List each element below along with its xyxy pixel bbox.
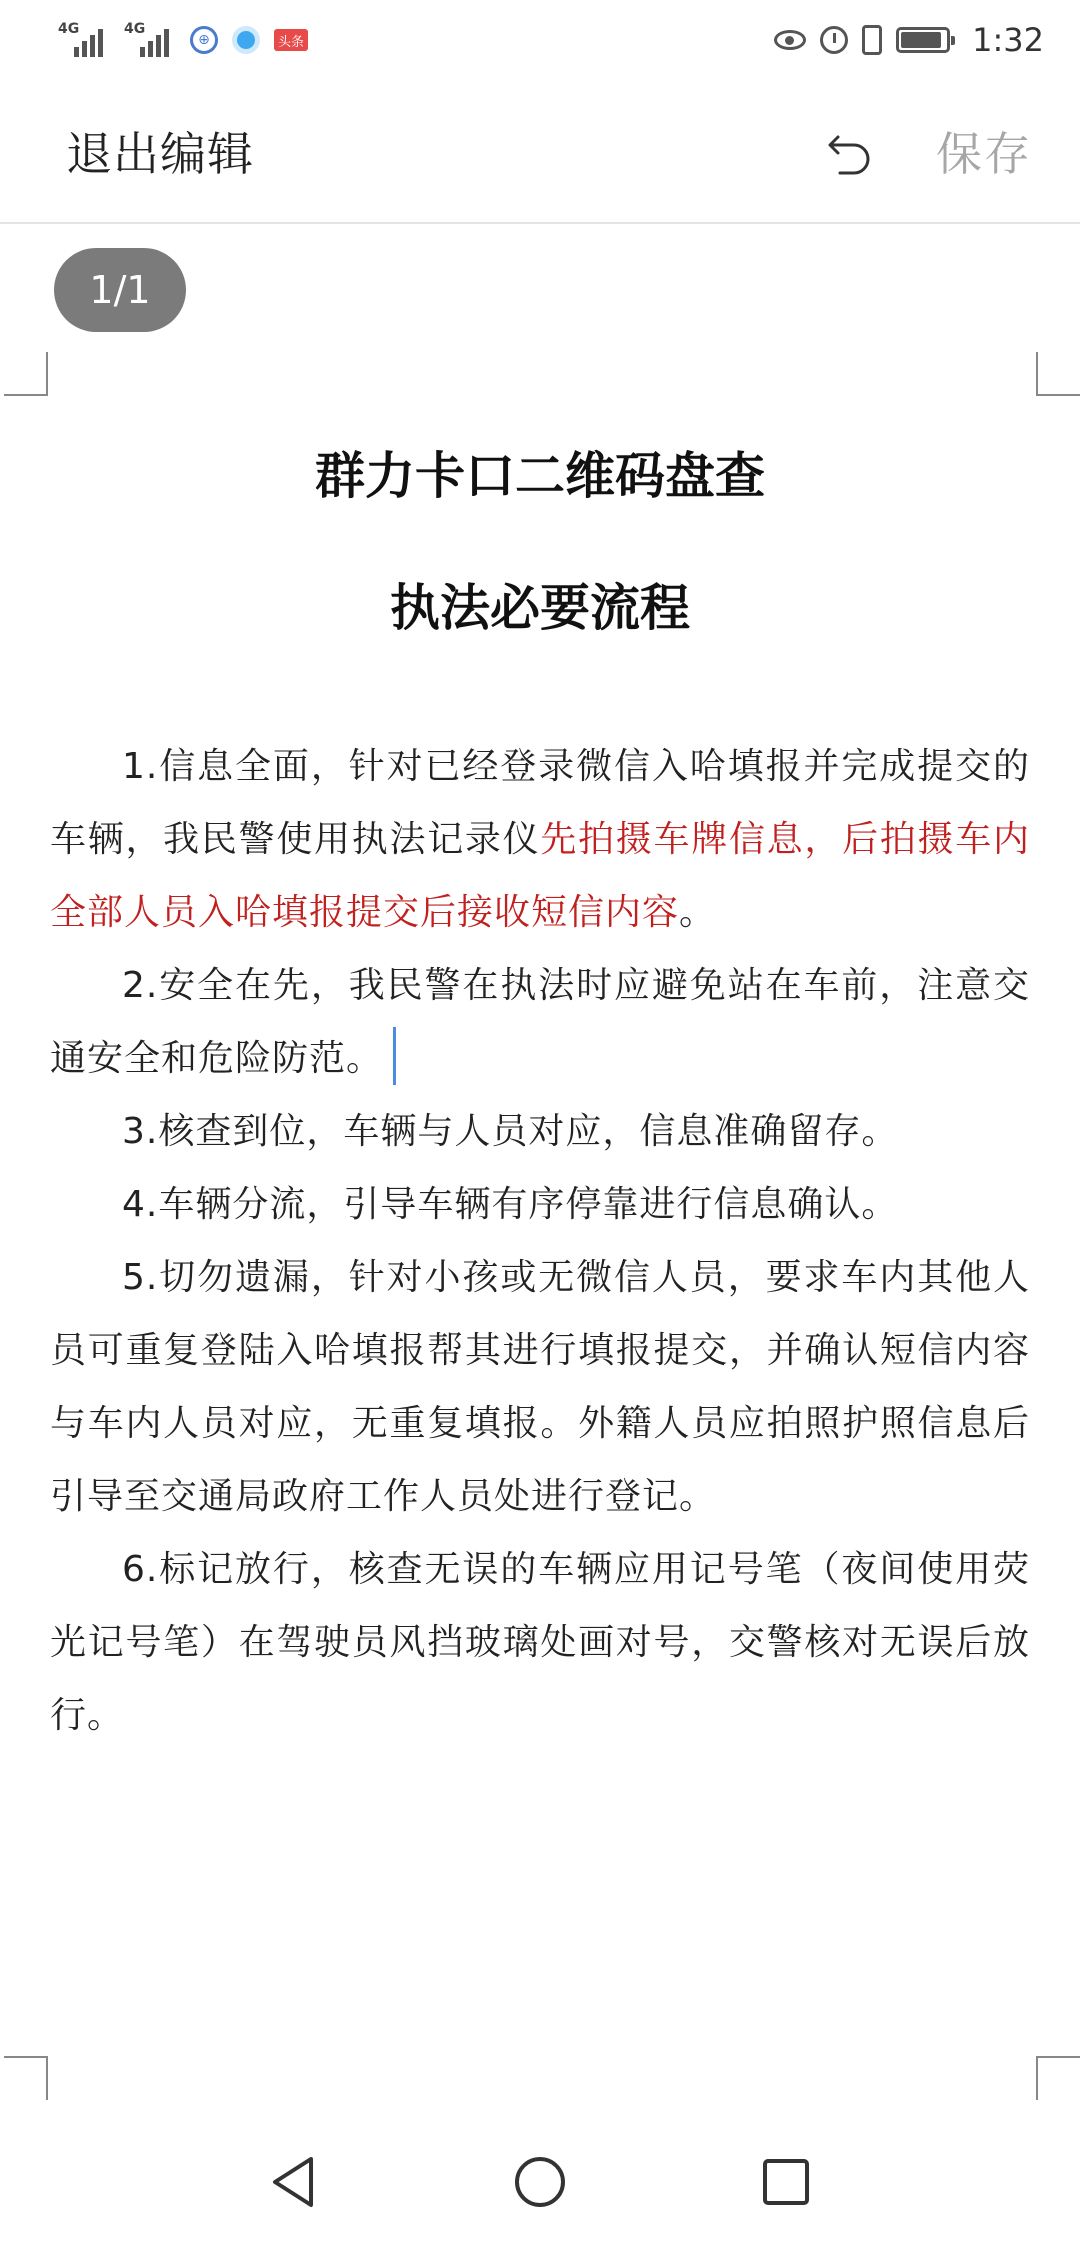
paragraph-3[interactable]: 3.核查到位，车辆与人员对应，信息准确留存。: [122, 1111, 899, 1152]
document-title-line1: 群力卡口二维码盘查: [315, 447, 765, 505]
exit-edit-button[interactable]: 退出编辑: [66, 127, 254, 181]
document-content[interactable]: [50, 730, 1030, 1752]
paragraph-5[interactable]: 5.切勿遗漏，针对小孩或无微信人员，要求车内其他人员可重复登陆入哈填报帮其进行填报提交，并确认短信内容与车内人员对应，无重复填报。外籍人员应拍照护照信息后引导至交通局政府工作人员处进行登记。: [50, 1257, 1030, 1517]
signal-2-icon: [124, 23, 176, 57]
back-triangle-icon: [269, 2155, 319, 2209]
status-right: [774, 21, 1044, 59]
alarm-icon: [820, 26, 848, 54]
battery-fill: [901, 32, 941, 48]
paragraph-1-prefix: 1.信息全面，针对已经登录微信入哈填报并完成提交的车辆，我民警使用执法记录仪: [50, 746, 1030, 860]
page-corner-bottom-left: [4, 2056, 48, 2100]
system-nav-bar: [0, 2120, 1080, 2244]
page-indicator-badge: 1/1: [54, 248, 186, 332]
paragraph-2[interactable]: [50, 949, 1030, 1095]
editor-toolbar: [0, 80, 1080, 224]
network-type-2: 4G: [124, 21, 146, 37]
nav-home-button[interactable]: [510, 2152, 570, 2212]
paragraph-1[interactable]: [50, 730, 1030, 949]
qq-app-icon: [232, 26, 260, 54]
save-button[interactable]: 保存: [936, 127, 1032, 181]
status-bar: [0, 0, 1080, 80]
paragraph-1-highlight: 先拍摄车牌信息，后拍摄车内全部人员入哈填报提交后接收短信内容: [50, 819, 1030, 933]
paragraph-2-text: 2.安全在先，我民警在执法时应避免站在车前，注意交通安全和危险防范。: [50, 965, 1030, 1079]
eye-comfort-icon: [774, 30, 806, 50]
home-circle-icon: [513, 2155, 567, 2209]
page-corner-bottom-right: [1036, 2056, 1080, 2100]
paragraph-6[interactable]: 6.标记放行，核查无误的车辆应用记号笔（夜间使用荧光记号笔）在驾驶员风挡玻璃处画对号，交警核对无误后放行。: [50, 1549, 1030, 1736]
network-type-1: 4G: [58, 21, 80, 37]
browser-app-icon: ⊕: [190, 26, 218, 54]
page-corner-top-left: [4, 352, 48, 396]
paragraph-4[interactable]: 4.车辆分流，引导车辆有序停靠进行信息确认。: [122, 1184, 899, 1225]
nav-recents-button[interactable]: [756, 2152, 816, 2212]
paragraph-1-suffix: 。: [679, 892, 717, 933]
recents-square-icon: [761, 2157, 811, 2207]
battery-icon: [896, 27, 950, 53]
nav-back-button[interactable]: [264, 2152, 324, 2212]
clock: 1:32: [972, 21, 1044, 59]
news-app-icon: 头条: [274, 29, 308, 51]
undo-icon: [824, 125, 876, 177]
text-cursor: [393, 1027, 396, 1085]
document-body[interactable]: [50, 440, 1030, 1752]
vibrate-icon: [862, 25, 882, 55]
signal-1-icon: [58, 23, 110, 57]
page-corner-top-right: [1036, 352, 1080, 396]
status-left: [58, 23, 308, 57]
document-title-line2: 执法必要流程: [390, 579, 690, 637]
undo-button[interactable]: [820, 121, 880, 181]
toolbar-actions: [820, 118, 1032, 184]
